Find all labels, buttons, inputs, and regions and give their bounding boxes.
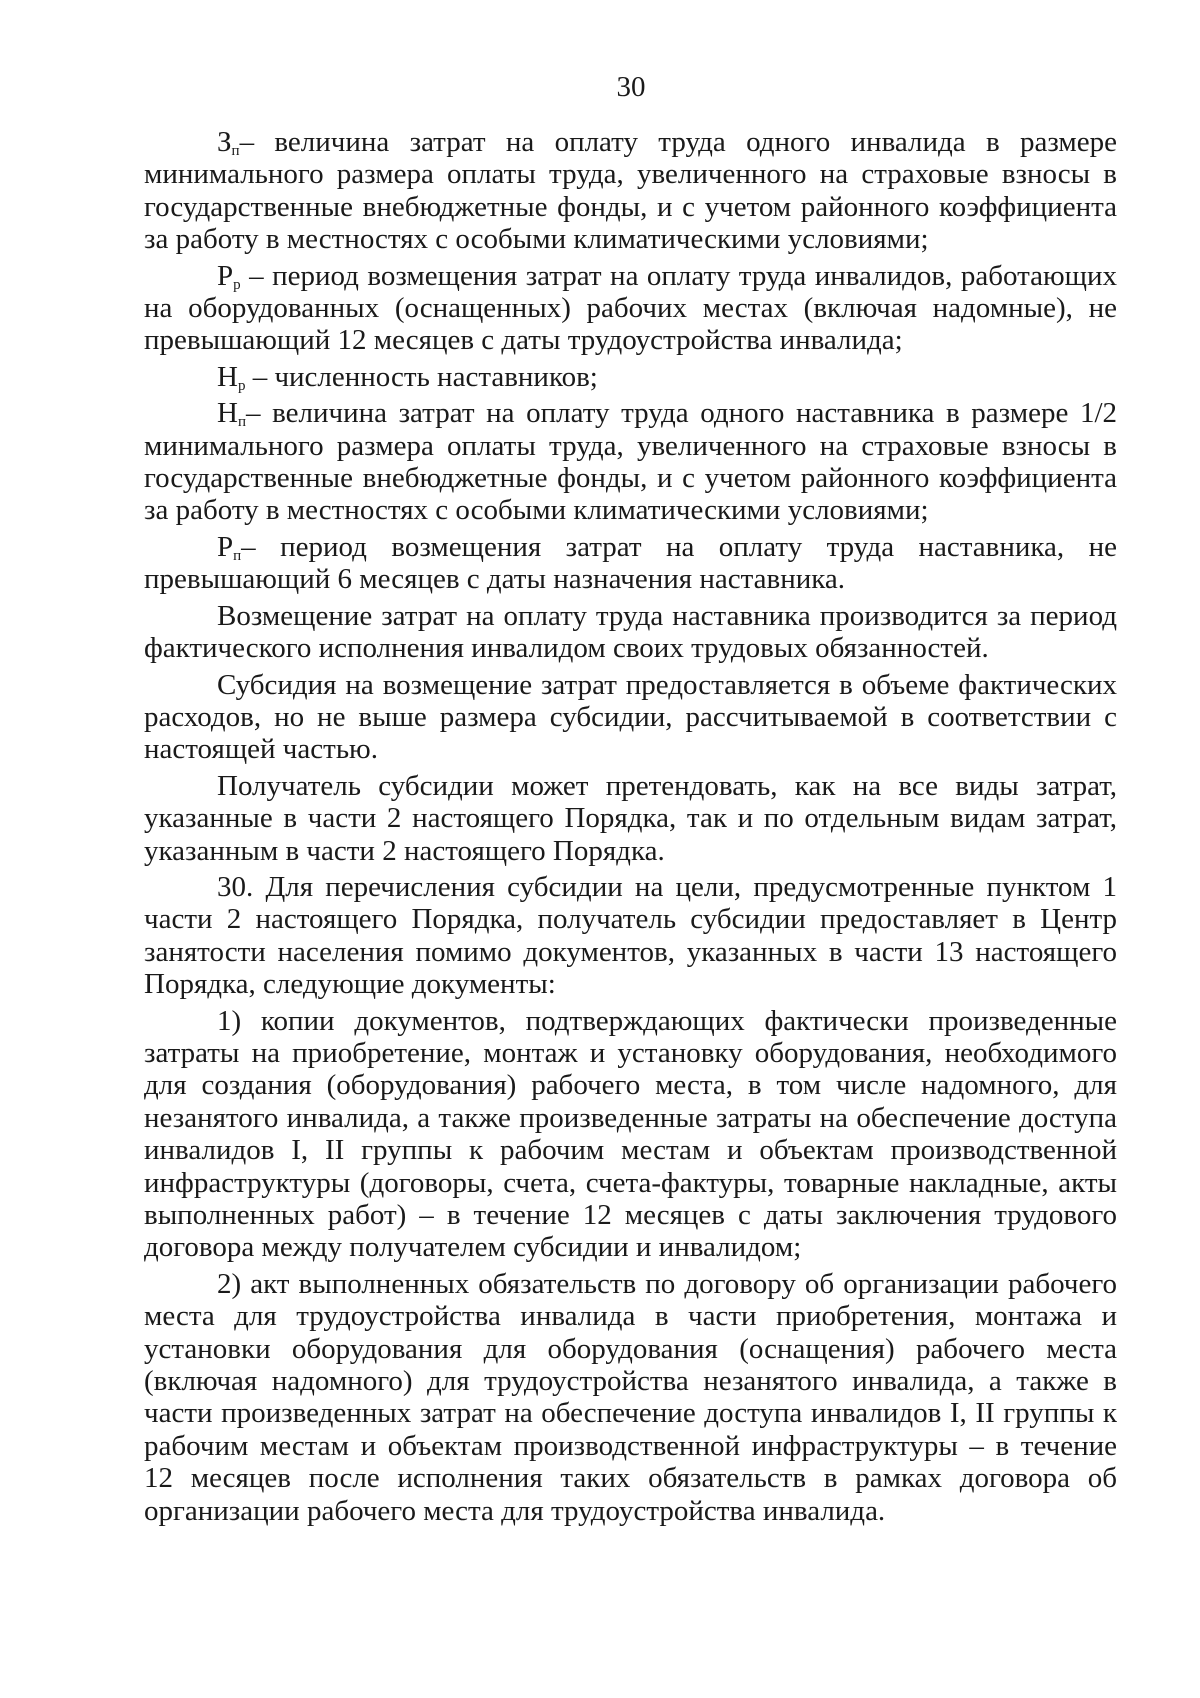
page-number: 30 [616,71,646,103]
paragraph-section-30: 30. Для перечисления субсидии на цели, предусмотренные пунктом 1 части 2 настоящего Порядка, получатель субсидии предоставляет в Центр занятости населения помимо документов, указанных в части 13 настоящего Порядка, следующие документы: [144,870,1117,1001]
definition-nr: $Н_р$ – численность наставников; [217,360,598,394]
paragraph-mentor-reimbursement: Возмещение затрат на оплату труда наставника производится за период фактического исполнения инвалидом своих трудовых обязанностей. [144,599,1117,665]
formula-symbol: $Н_п$ [217,397,246,431]
formula-symbol: $Н_р$ [217,360,246,394]
paragraph-subsidy-volume: Субсидия на возмещение затрат предоставляется в объеме фактических расходов, но не выше размера субсидии, рассчитываемой в соответствии с настоящей частью. [144,668,1117,766]
definition-rr: $Р_р$ – период возмещения затрат на оплату труда инвалидов, работающих на оборудованных (оснащенных) рабочих местах (включая надомные), не превышающий 12 месяцев с даты трудоустройства инвалида; [144,259,1117,357]
list-item-2: 2) акт выполненных обязательств по договору об организации рабочего места для трудоустройства инвалида в части приобретения, монтажа и установки оборудования для оборудования (оснащения) рабочего места (включая надомного) для трудоустройства незанятого инвалида, а также в части произведенных затрат на обеспечение доступа инвалидов I, II группы к рабочим местам и объектам производственной инфраструктуры – в течение 12 месяцев после исполнения таких обязательств в рамках договора об организации рабочего места для трудоустройства инвалида. [144,1267,1117,1527]
definition-np: $Н_п-$ величина затрат на оплату труда одного наставника в размере 1/2 минимального размера оплаты труда, увеличенного на страховые взносы в государственные внебюджетные фонды, и с учетом районного коэффициента за работу в местностях с особыми климатическими условиями; [144,397,1117,527]
definition-zp: $З_п-$ величина затрат на оплату труда одного инвалида в размере минимального размера оплаты труда, увеличенного на страховые взносы в государственные внебюджетные фонды, и с учетом районного коэффициента за работу в местностях с особыми климатическими условиями; [144,126,1117,256]
formula-symbol: $З_п$ [217,126,240,159]
list-item-1: 1) копии документов, подтверждающих фактически произведенные затраты на приобретение, монтаж и установку оборудования, необходимого для создания (оборудования) рабочего места, в том числе надомного, для незанятого инвалида, а также произведенные затраты на обеспечение доступа инвалидов I, II группы к рабочим местам и объектам производственной инфраструктуры (договоры, счета, счета-фактуры, товарные накладные, акты выполненных работ) – в течение 12 месяцев с даты заключения трудового договора между получателем субсидии и инвалидом; [144,1004,1117,1264]
paragraph-recipient-claims: Получатель субсидии может претендовать, как на все виды затрат, указанные в части 2 настоящего Порядка, так и по отдельным видам затрат, указанным в части 2 настоящего Порядка. [144,769,1117,867]
formula-symbol: $Р_п$ [217,530,242,564]
formula-symbol: $Р_р$ [217,259,241,293]
document-body [144,126,1117,1531]
definition-rp: $Р_п-$ период возмещения затрат на оплату труда наставника, не превышающий 6 месяцев с даты назначения наставника. [144,530,1117,596]
